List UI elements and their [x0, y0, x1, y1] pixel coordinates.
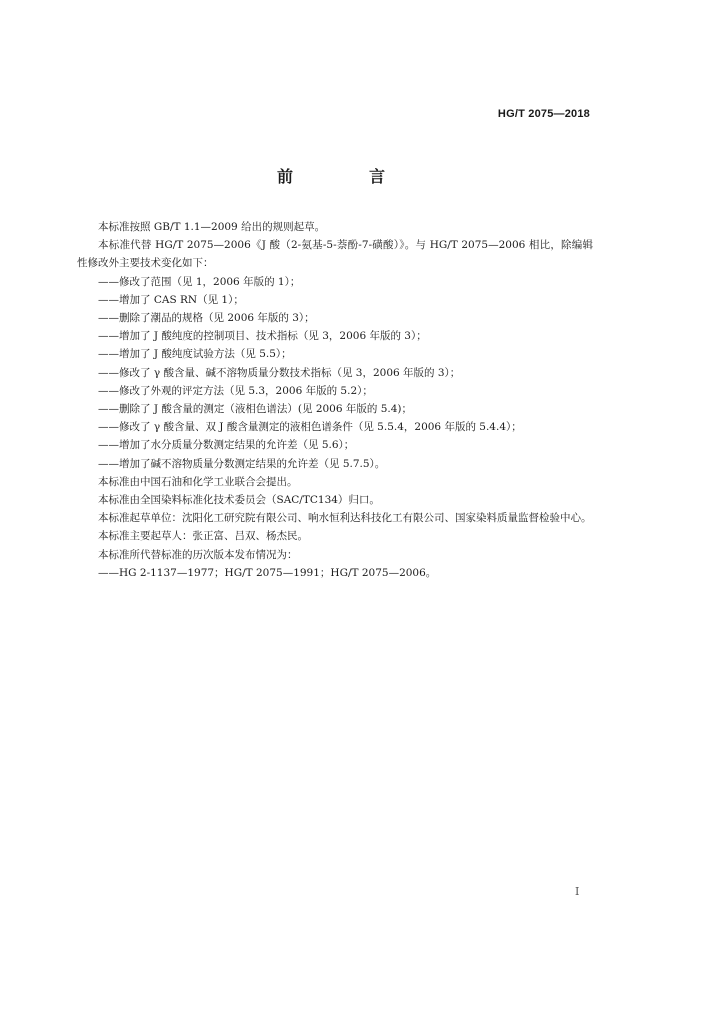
list-item: ——增加了 J 酸纯度试验方法（见 5.5）； [98, 348, 292, 361]
paragraph-drafting-rules: 本标准按照 GB/T 1.1—2009 给出的规则起草。 [98, 221, 326, 233]
list-item: ——增加了 CAS RN（见 1）； [98, 293, 244, 306]
list-item: ——删除了 J 酸含量的测定（液相色谱法）(见 2006 年版的 5.4)； [98, 403, 413, 416]
page-number: I [575, 885, 580, 898]
list-item: ——增加了水分质量分数测定结果的允许差（见 5.6）； [98, 439, 355, 452]
paragraph-proposer: 本标准由中国石油和化学工业联合会提出。 [98, 475, 298, 488]
paragraph-drafting-units: 本标准起草单位：沈阳化工研究院有限公司、响水恒利达科技化工有限公司、国家染料质量监督检验中心。 [98, 512, 592, 525]
list-item: ——修改了 γ 酸含量、双 J 酸含量测定的液相色谱条件（见 5.5.4，2006 年版的 5.4.4）； [98, 421, 522, 434]
standard-code: HG/T 2075—2018 [497, 108, 590, 120]
list-item: ——增加了 J 酸纯度的控制项目、技术指标（见 3，2006 年版的 3）； [98, 330, 427, 343]
paragraph-committee: 本标准由全国染料标准化技术委员会（SAC/TC134）归口。 [98, 494, 380, 507]
list-item: ——增加了碱不溶物质量分数测定结果的允许差（见 5.7.5）。 [98, 457, 386, 470]
list-item: ——修改了 γ 酸含量、碱不溶物质量分数技术指标（见 3，2006 年版的 3）； [98, 366, 461, 379]
list-item: ——修改了外观的评定方法（见 5.3，2006 年版的 5.2）； [98, 384, 373, 397]
foreword-body [77, 218, 593, 582]
changes-list [77, 273, 593, 473]
paragraph-replacement: 本标准代替 HG/T 2075—2006《J 酸（2-氨基-5-萘酚-7-磺酸）》。与 HG/T 2075—2006 相比，除编辑性修改外主要技术变化如下： [77, 239, 593, 270]
paragraph-drafters: 本标准主要起草人：张正富、吕双、杨杰民。 [98, 530, 308, 543]
page-title: 前 言 [276, 167, 415, 186]
history-item: ——HG 2-1137—1977；HG/T 2075—1991；HG/T 2075—2006。 [98, 566, 437, 579]
list-item: ——修改了范围（见 1，2006 年版的 1）； [98, 275, 301, 288]
list-item: ——删除了潮品的规格（见 2006 年版的 3）； [98, 312, 315, 325]
paragraph-history-intro: 本标准所代替标准的历次版本发布情况为： [98, 548, 298, 561]
